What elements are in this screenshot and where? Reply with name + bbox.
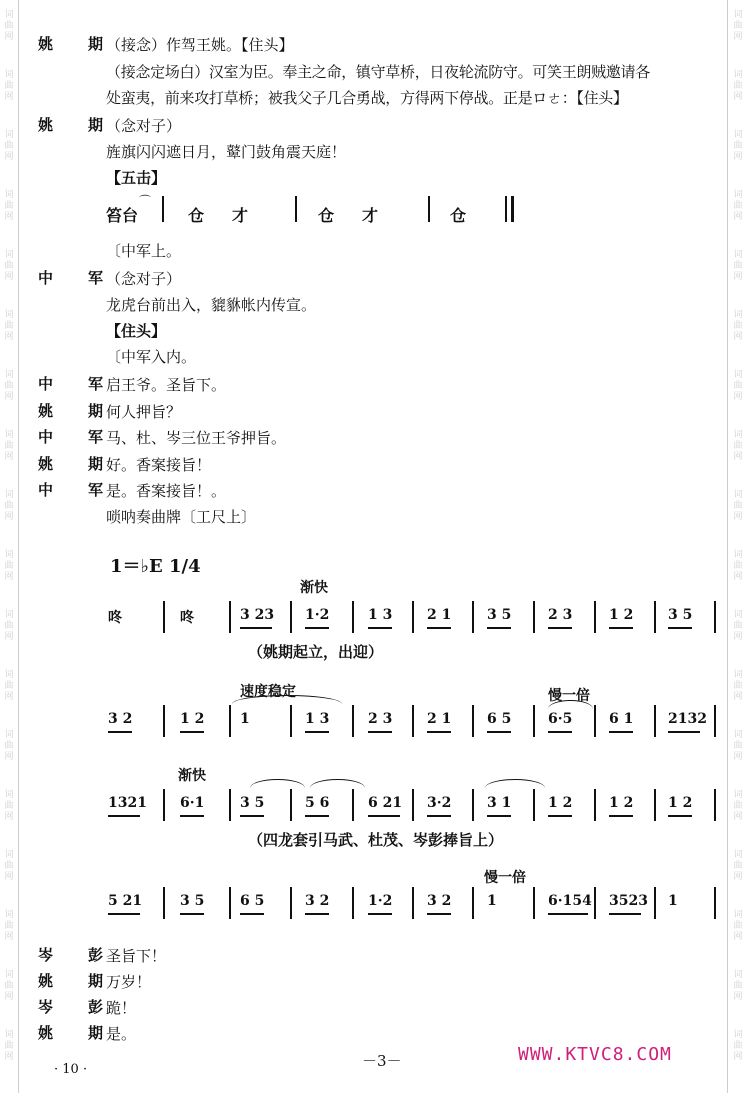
note-group: 2 3 <box>368 711 393 727</box>
note-underline <box>240 815 264 817</box>
note-group: 1321 <box>108 795 147 811</box>
slur-mark <box>250 779 305 788</box>
watermark-text: 词 曲 网 <box>4 550 14 582</box>
script-line: （接念定场白）汉室为臣。奉主之命，镇守草桥，日夜轮流防守。可笑王朗贼邀请各 <box>106 63 650 81</box>
script-line: 万岁！ <box>106 973 152 991</box>
bar-line <box>533 789 535 821</box>
percussion-beat: 笞台 <box>106 206 139 225</box>
bar-line <box>412 789 414 821</box>
watermark-text: 词 曲 网 <box>733 130 743 162</box>
watermark-text: 词 曲 网 <box>733 490 743 522</box>
tempo-annotation: 速度稳定 <box>240 684 296 700</box>
bar-line <box>295 196 297 222</box>
note-underline <box>668 815 692 817</box>
bar-line <box>352 705 354 737</box>
watermark-text: 词 曲 网 <box>4 730 14 762</box>
note-underline <box>108 913 140 915</box>
note-group: 6 1 <box>609 711 634 727</box>
note-group: 3 1 <box>487 795 512 811</box>
bar-line <box>162 196 164 222</box>
note-underline <box>427 815 451 817</box>
bar-line <box>352 887 354 919</box>
script-line: （念对子） <box>106 270 182 288</box>
watermark-text: 词 曲 网 <box>733 310 743 342</box>
note-group: 咚 <box>108 610 122 626</box>
role-label: 中 军 <box>38 428 114 446</box>
note-underline <box>368 731 392 733</box>
note-group: 3 5 <box>487 607 512 623</box>
bar-line <box>654 789 656 821</box>
note-group: 1 2 <box>668 795 693 811</box>
script-line: （念对子） <box>106 117 182 135</box>
bar-line <box>594 789 596 821</box>
script-line: 龙虎台前出入，貔貅帐内传宣。 <box>106 296 317 314</box>
bar-line <box>533 887 535 919</box>
bar-line <box>412 887 414 919</box>
watermark-text: 词 曲 网 <box>4 250 14 282</box>
watermark-text: 词 曲 网 <box>733 610 743 642</box>
note-group: 3·2 <box>427 795 452 811</box>
bar-line <box>472 601 474 633</box>
note-group: 3523 <box>609 893 648 909</box>
bar-line <box>412 601 414 633</box>
watermark-text: 词 曲 网 <box>733 430 743 462</box>
note-underline <box>427 913 451 915</box>
watermark-text: 词 曲 网 <box>733 790 743 822</box>
script-line: （接念）作驾王姚。【住头】 <box>106 36 294 54</box>
note-group: 1·2 <box>305 607 330 623</box>
script-line: 唢呐奏曲牌〔工尺上〕 <box>106 508 257 526</box>
bar-line <box>594 601 596 633</box>
note-group: 1 <box>668 893 678 909</box>
book-page-number: · 10 · <box>54 1062 88 1077</box>
watermark-text: 词 曲 网 <box>4 790 14 822</box>
bar-line <box>714 789 716 821</box>
note-underline <box>180 913 204 915</box>
stage-direction: （四龙套引马武、杜茂、岑彭捧旨上） <box>248 831 504 849</box>
note-group: 3 5 <box>668 607 693 623</box>
watermark-text: 词 曲 网 <box>733 730 743 762</box>
bar-line <box>714 601 716 633</box>
script-line: 旌旗闪闪遮日月，鼙门鼓角震天庭！ <box>106 143 347 161</box>
role-label: 岑 彭 <box>38 998 114 1016</box>
note-group: 1 2 <box>180 711 205 727</box>
site-watermark: WWW.KTVC8.COM <box>518 1044 672 1065</box>
role-label: 岑 彭 <box>38 946 114 964</box>
bar-line <box>472 887 474 919</box>
note-underline <box>305 627 329 629</box>
bar-line <box>290 887 292 919</box>
bar-line <box>290 789 292 821</box>
note-underline <box>609 913 641 915</box>
percussion-beat: 仓 才 <box>318 206 385 225</box>
watermark-text: 词 曲 网 <box>733 10 743 42</box>
note-group: 1 3 <box>305 711 330 727</box>
watermark-text: 词 曲 网 <box>4 970 14 1002</box>
bar-line <box>290 601 292 633</box>
script-line: 处蛮夷，前来攻打草桥；被我父子几合勇战，方得两下停战。正是ロㄜ：【住头】 <box>106 89 628 107</box>
watermark-text: 词 曲 网 <box>4 190 14 222</box>
bar-line <box>594 887 596 919</box>
note-group: 3 2 <box>427 893 452 909</box>
watermark-text: 词 曲 网 <box>4 670 14 702</box>
bar-line <box>505 196 507 222</box>
watermark-text: 词 曲 网 <box>4 490 14 522</box>
note-group: 1 2 <box>609 795 634 811</box>
note-group: 3 5 <box>240 795 265 811</box>
note-group: 2 1 <box>427 711 452 727</box>
watermark-text: 词 曲 网 <box>733 190 743 222</box>
watermark-text: 词 曲 网 <box>733 550 743 582</box>
role-label: 姚 期 <box>38 1024 114 1042</box>
note-group: 咚 <box>180 610 194 626</box>
slur-mark <box>485 779 545 788</box>
script-line: 圣旨下！ <box>106 947 167 965</box>
bar-line <box>714 705 716 737</box>
bar-line <box>472 789 474 821</box>
note-group: 1·2 <box>368 893 393 909</box>
note-underline <box>548 815 572 817</box>
bar-line <box>533 601 535 633</box>
note-group: 2 1 <box>427 607 452 623</box>
note-group: 1 2 <box>609 607 634 623</box>
note-group: 2 3 <box>548 607 573 623</box>
note-group: 6·1 <box>180 795 205 811</box>
watermark-text: 词 曲 网 <box>733 970 743 1002</box>
watermark-text: 词 曲 网 <box>733 70 743 102</box>
note-group: 6 5 <box>487 711 512 727</box>
note-underline <box>609 627 633 629</box>
bar-line <box>163 601 165 633</box>
bar-line <box>654 601 656 633</box>
note-underline <box>548 731 572 733</box>
script-line: 是。 <box>106 1025 137 1043</box>
tempo-annotation: 慢一倍 <box>484 870 526 886</box>
bar-line <box>654 887 656 919</box>
percussion-beat: 仓 才 <box>188 206 255 225</box>
bar-line <box>412 705 414 737</box>
percussion-beat: 仓 <box>450 206 467 225</box>
role-label: 姚 期 <box>38 402 114 420</box>
bar-line <box>533 705 535 737</box>
note-underline <box>108 731 132 733</box>
script-line: 是。香案接旨！。 <box>106 482 227 500</box>
bar-line <box>594 705 596 737</box>
watermark-text: 词 曲 网 <box>733 910 743 942</box>
bar-line <box>229 705 231 737</box>
note-group: 3 5 <box>180 893 205 909</box>
bar-line <box>352 601 354 633</box>
script-line: 【五击】 <box>106 169 167 187</box>
script-line: 【住头】 <box>106 322 167 340</box>
bar-line <box>229 887 231 919</box>
note-underline <box>487 627 511 629</box>
note-group: 6·154 <box>548 893 592 909</box>
note-group: 3 2 <box>108 711 133 727</box>
watermark-text: 词 曲 网 <box>733 370 743 402</box>
note-group: 6 21 <box>368 795 403 811</box>
watermark-text: 词 曲 网 <box>4 130 14 162</box>
role-label: 中 军 <box>38 269 114 287</box>
bar-line <box>290 705 292 737</box>
end-bar-line <box>511 196 514 222</box>
watermark-text: 词 曲 网 <box>4 10 14 42</box>
fermata-icon: ⌒ <box>139 194 152 208</box>
note-underline <box>548 627 572 629</box>
watermark-text: 词 曲 网 <box>4 370 14 402</box>
note-underline <box>180 731 204 733</box>
note-group: 1 <box>240 711 250 727</box>
note-group: 5 6 <box>305 795 330 811</box>
note-underline <box>368 913 392 915</box>
tempo-annotation: 渐快 <box>300 580 328 596</box>
note-group: 2132 <box>668 711 707 727</box>
note-underline <box>180 815 204 817</box>
bar-line <box>714 887 716 919</box>
script-line: 何人押旨？ <box>106 403 182 421</box>
stage-direction: 〔中军入内。 <box>106 348 197 366</box>
role-label: 中 军 <box>38 375 114 393</box>
watermark-text: 词 曲 网 <box>733 250 743 282</box>
role-label: 姚 期 <box>38 972 114 990</box>
note-underline <box>548 913 588 915</box>
bar-line <box>163 887 165 919</box>
note-group: 6 5 <box>240 893 265 909</box>
watermark-text: 词 曲 网 <box>4 610 14 642</box>
script-line: 马、杜、岑三位王爷押旨。 <box>106 429 287 447</box>
note-group: 6·5 <box>548 711 573 727</box>
tempo-annotation: 渐快 <box>178 768 206 784</box>
tempo-annotation: 慢一倍 <box>548 688 590 704</box>
bar-line <box>163 705 165 737</box>
key-signature: 1＝♭E 1/4 <box>110 556 201 577</box>
note-underline <box>487 815 511 817</box>
note-group: 5 21 <box>108 893 143 909</box>
note-underline <box>305 731 329 733</box>
watermark-text: 词 曲 网 <box>4 430 14 462</box>
bar-line <box>428 196 430 222</box>
note-underline <box>368 627 392 629</box>
role-label: 姚 期 <box>38 455 114 473</box>
bar-line <box>654 705 656 737</box>
watermark-text: 词 曲 网 <box>4 70 14 102</box>
note-underline <box>108 815 140 817</box>
note-group: 1 2 <box>548 795 573 811</box>
bar-line <box>229 601 231 633</box>
watermark-text: 词 曲 网 <box>733 1030 743 1062</box>
watermark-text: 词 曲 网 <box>4 1030 14 1062</box>
note-underline <box>427 627 451 629</box>
watermark-text: 词 曲 网 <box>4 910 14 942</box>
stage-direction: （姚期起立，出迎） <box>248 643 384 661</box>
watermark-text: 词 曲 网 <box>4 310 14 342</box>
note-group: 3 2 <box>305 893 330 909</box>
note-group: 3 23 <box>240 607 275 623</box>
role-label: 姚 期 <box>38 116 114 134</box>
note-underline <box>487 731 511 733</box>
stage-direction: 〔中军上。 <box>106 242 182 260</box>
note-underline <box>609 815 633 817</box>
role-label: 中 军 <box>38 481 114 499</box>
note-underline <box>240 627 272 629</box>
note-underline <box>305 913 329 915</box>
left-margin-line <box>18 0 19 1093</box>
note-underline <box>668 731 700 733</box>
script-line: 启王爷。圣旨下。 <box>106 376 227 394</box>
bar-line <box>352 789 354 821</box>
role-label: 姚 期 <box>38 35 114 53</box>
watermark-text: 词 曲 网 <box>4 850 14 882</box>
bar-line <box>229 789 231 821</box>
bar-line <box>472 705 474 737</box>
note-underline <box>609 731 633 733</box>
note-group: 1 <box>487 893 497 909</box>
right-margin-line <box>727 0 728 1093</box>
bar-line <box>163 789 165 821</box>
watermark-text: 词 曲 网 <box>733 850 743 882</box>
page-number: －3－ <box>362 1052 402 1070</box>
note-underline <box>668 627 692 629</box>
slur-mark <box>310 779 365 788</box>
watermark-text: 词 曲 网 <box>733 670 743 702</box>
note-group: 1 3 <box>368 607 393 623</box>
script-line: 跪！ <box>106 999 137 1017</box>
note-underline <box>427 731 451 733</box>
note-underline <box>368 815 400 817</box>
note-underline <box>305 815 329 817</box>
script-line: 好。香案接旨！ <box>106 456 212 474</box>
note-underline <box>240 913 264 915</box>
